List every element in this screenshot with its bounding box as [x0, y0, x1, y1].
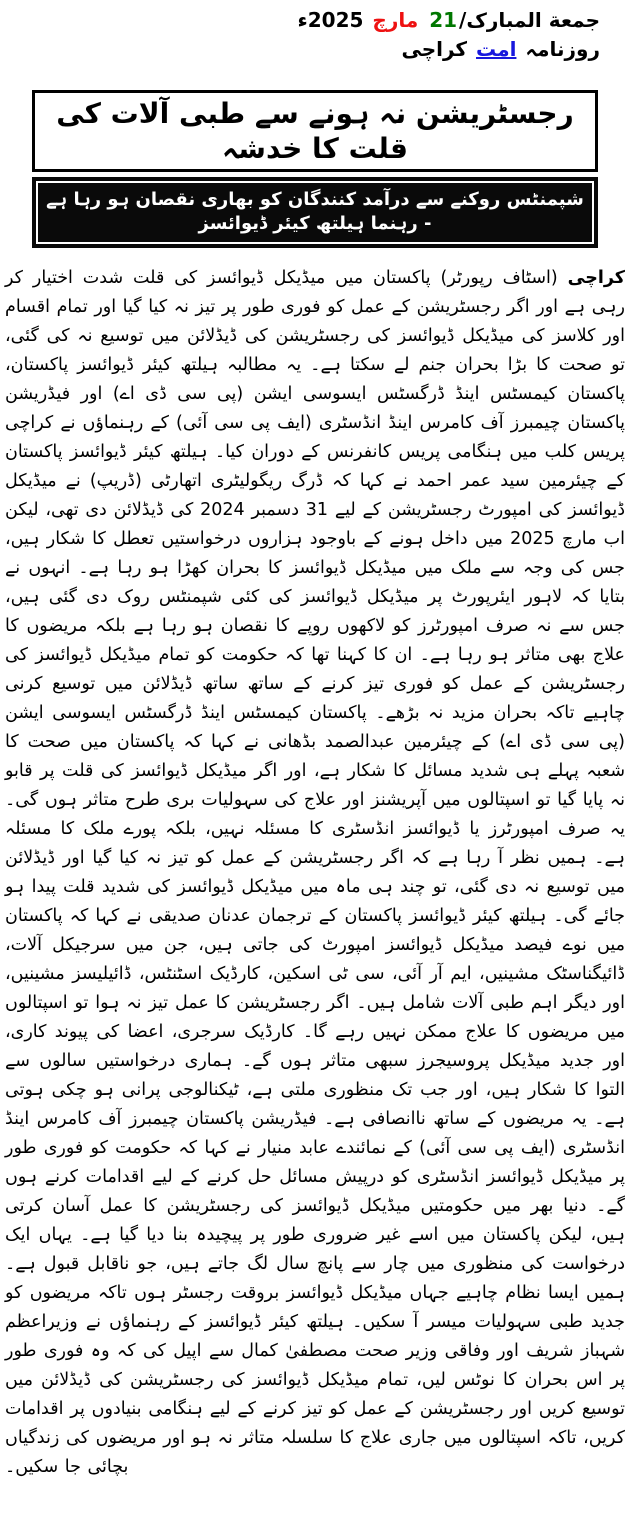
byline: (اسٹاف رپورٹر)	[440, 267, 558, 288]
body-text: پاکستان میں میڈیکل ڈیوائسز کی قلت شدت اختیار کر رہی ہے اور اگر رجسٹریشن کے عمل کو فوری طور پر تیز نہ کیا گیا اور تمام اقسام اور کلاسز کی میڈیکل ڈیوائسز کی رجسٹریشن کی ڈیڈلائن میں توسیع نہ کی گئی، تو صحت کا بڑا بحران جنم لے سکتا ہے۔ یہ مطالبہ ہیلتھ کیئر ڈیوائسز پاکستان، پاکستان کیمسٹس اینڈ ڈرگسٹس ایسوسی ایشن (پی سی ڈی اے) اور فیڈریشن پاکستان چیمبرز آف کامرس اینڈ انڈسٹری (ایف پی سی آئی) کے رہنماؤں نے کراچی پریس کلب میں ہنگامی پریس کانفرنس کے دوران کیا۔ ہیلتھ کیئر ڈیوائسز پاکستان کے چیئرمین سید عمر احمد نے کہا کہ ڈرگ ریگولیٹری اتھارٹی (ڈریپ) نے میڈیکل ڈیوائسز کی امپورٹ رجسٹریشن کے لیے 31 دسمبر 2024 کی ڈیڈلائن دی تھی، لیکن اب مارچ 2025 میں داخل ہونے کے باوجود ہزاروں درخواستیں تعطل کا شکار ہیں، جس کی وجہ سے ملک میں میڈیکل ڈیوائسز کا بحران کھڑا ہو رہا ہے۔ انہوں نے بتایا کہ لاہور ایئرپورٹ پر میڈیکل ڈیوائسز کی کئی شپمنٹس روک دی گئی ہیں، جس سے نہ صرف امپورٹرز کو لاکھوں روپے کا نقصان ہو رہا ہے بلکہ مریضوں کا علاج بھی متاثر ہو رہا ہے۔ ان کا کہنا تھا کہ حکومت کو تمام میڈیکل ڈیوائسز کی رجسٹریشن کے عمل کو فوری تیز کرنے کے ساتھ ساتھ ڈیڈلائن میں توسیع کرنی چاہیے تاکہ بحران مزید نہ بڑھے۔ پاکستان کیمسٹس اینڈ ڈرگسٹس ایسوسی ایشن (پی سی ڈی اے) کے چیئرمین عبدالصمد بڈھانی نے کہا کہ پاکستان میں صحت کا شعبہ پہلے ہی شدید مسائل کا شکار ہے، اور اگر میڈیکل ڈیوائسز کی قلت پر قابو نہ پایا گیا تو اسپتالوں میں آپریشنز اور علاج کی سہولیات بری طرح متاثر ہوں گی۔ یہ صرف امپورٹرز یا ڈیوائسز انڈسٹری کا مسئلہ نہیں، بلکہ پورے ملک کا مسئلہ ہے۔ ہمیں نظر آ رہا ہے کہ اگر رجسٹریشن کے عمل کو تیز نہ کیا گیا اور ڈیڈلائن میں توسیع نہ دی گئی، تو چند ہی ماہ میں میڈیکل ڈیوائسز کی شدید قلت پیدا ہو جائے گی۔ ہیلتھ کیئر ڈیوائسز پاکستان کے ترجمان عدنان صدیقی نے کہا کہ پاکستان میں نوے فیصد میڈیکل ڈیوائسز امپورٹ کی جاتی ہیں، جن میں سرجیکل آلات، ڈائیگناسٹک مشینیں، ایم آر آئی، سی ٹی اسکین، کارڈیک اسٹنٹس، ڈائیلیسز مشینیں، اور دیگر اہم طبی آلات شامل ہیں۔ اگر رجسٹریشن کا عمل تیز نہ ہوا تو اسپتالوں میں مریضوں کا علاج ممکن نہیں رہے گا۔ کارڈیک سرجری، اعضا کی پیوند کاری، اور جدید میڈیکل پروسیجرز سبھی متاثر ہوں گے۔ ہماری درخواستیں سالوں سے التوا کا شکار ہیں، اور جب تک منظوری ملتی ہے، ٹیکنالوجی پرانی ہو چکی ہوتی ہے۔ یہ مریضوں کے ساتھ ناانصافی ہے۔ فیڈریشن پاکستان چیمبرز آف کامرس اینڈ انڈسٹری (ایف پی سی آئی) کے نمائندے عابد منیار نے کہا کہ حکومت کو فوری طور پر میڈیکل ڈیوائسز انڈسٹری کو درپیش مسائل حل کرنے کے لیے اقدامات کرنے ہوں گے۔ دنیا بھر میں حکومتیں میڈیکل ڈیوائسز کی رجسٹریشن کا عمل آسان کرتی ہیں، لیکن پاکستان میں اسے غیر ضروری طور پر پیچیدہ بنا دیا گیا ہے۔ یہاں ایک درخواست کی منظوری میں چار سے پانچ سال لگ جاتے ہیں، جو ناقابل قبول ہے۔ ہمیں ایسا نظام چاہیے جہاں میڈیکل ڈیوائسز بروقت رجسٹر ہوں تاکہ مریضوں کو جدید طبی سہولیات میسر آ سکیں۔ ہیلتھ کیئر ڈیوائسز کے رہنماؤں نے وزیراعظم شہباز شریف اور وفاقی وزیر صحت مصطفیٰ کمال سے اپیل کی کہ وہ فوری طور پر اس بحران کا نوٹس لیں، تمام میڈیکل ڈیوائسز کی رجسٹریشن کی ڈیڈلائن میں توسیع کریں اور رجسٹریشن کے عمل کو تیز کرنے کے لیے ہنگامی بنیادوں پر اقدامات کریں، تاکہ اسپتالوں میں جاری علاج کا سلسلہ متاثر نہ ہو اور مریضوں کی زندگیاں بچائی جا سکیں۔	[5, 267, 626, 1477]
date-line	[0, 6, 600, 35]
paper-brand: امت	[476, 37, 517, 61]
month-label: مارچ	[372, 8, 419, 32]
subheadline-bar	[32, 177, 598, 248]
subheadline-frame	[36, 181, 594, 244]
paper-prefix: روزنامہ	[525, 37, 600, 61]
article-body	[0, 248, 630, 1482]
headline-box	[32, 90, 598, 172]
year-number: 2025	[307, 8, 364, 32]
weekday-label: جمعة المبارک/	[459, 8, 600, 32]
era-mark: ء	[297, 8, 308, 32]
paper-name-line	[0, 35, 600, 64]
day-number: 21	[429, 8, 458, 32]
body-paragraph	[5, 264, 625, 1482]
masthead	[0, 0, 630, 64]
paper-city: کراچی	[401, 37, 468, 61]
headline-text: رجسٹریشن نہ ہونے سے طبی آلات کی قلت کا خدشہ	[56, 97, 574, 165]
dateline: کراچی	[567, 267, 625, 288]
subheadline-text: شپمنٹس روکنے سے درآمد کنندگان کو بھاری نقصان ہو رہا ہے - رہنما ہیلتھ کیئر ڈیوائسز	[46, 189, 584, 235]
